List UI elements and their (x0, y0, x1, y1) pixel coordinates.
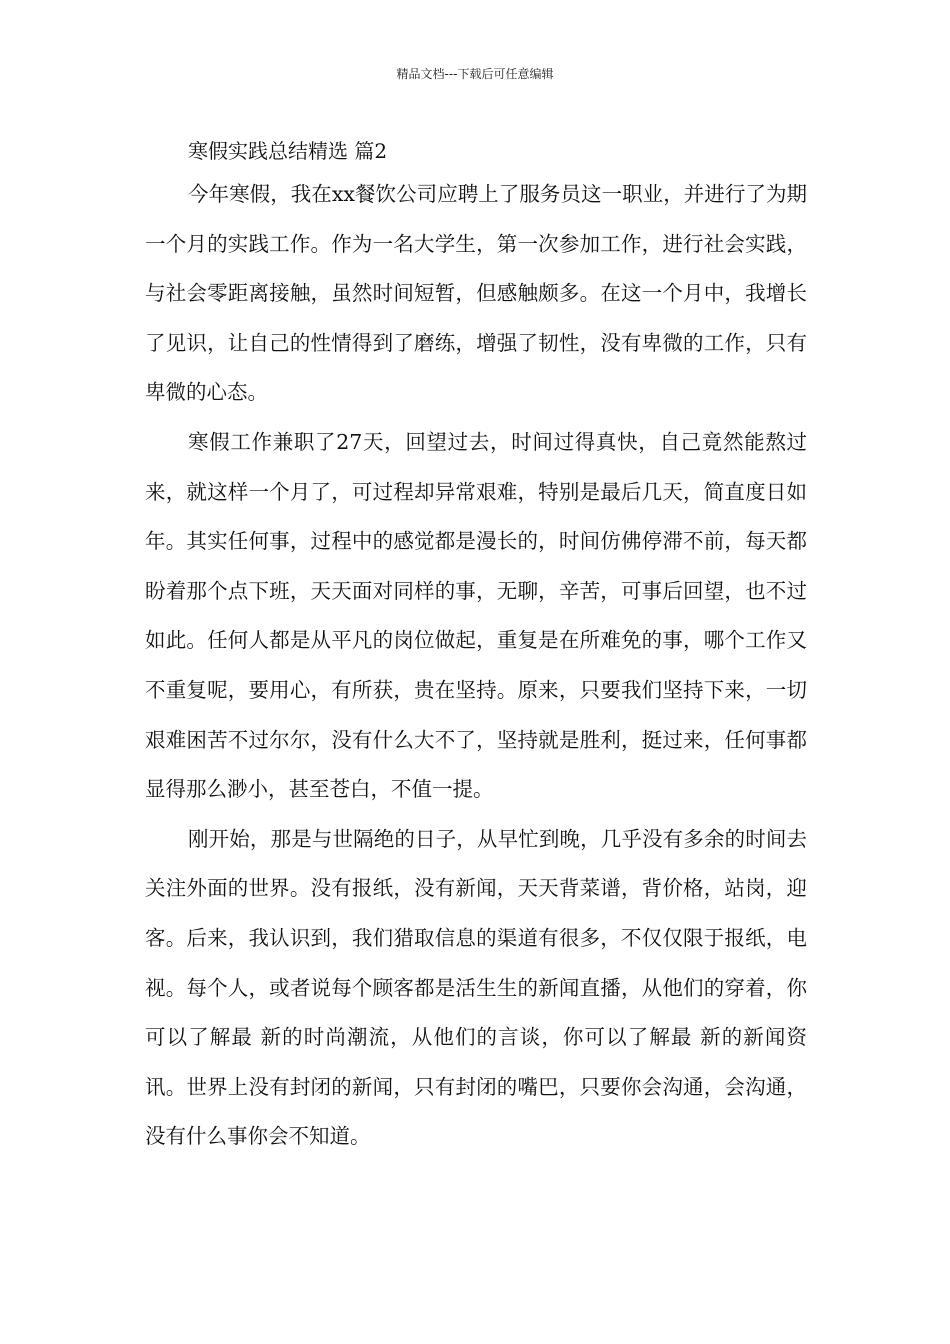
paragraph-3: 刚开始，那是与世隔绝的日子，从早忙到晚，几乎没有多余的时间去关注外面的世界。没有报纸，没有新闻，天天背菜谱，背价格，站岗，迎客。后来，我认识到，我们猎取信息的渠道有很多，不仅仅限于报纸，电视。每个人，或者说每个顾客都是活生生的新闻直播，从他们的穿着，你可以了解最 新的时尚潮流，从他们的言谈，你可以了解最 新的新闻资讯。世界上没有封闭的新闻，只有封闭的嘴巴，只要你会沟通，会沟通，没有什么事你会不知道。 (145, 826, 807, 1149)
document-title: 寒假实践总结精选 篇2 (188, 139, 388, 163)
page-header: 精品文档---下载后可任意编辑 (396, 67, 554, 81)
document-body (145, 133, 807, 1162)
paragraph-2: 寒假工作兼职了27天，回望过去，时间过得真快，自己竟然能熬过来，就这样一个月了，可过程却异常艰难，特别是最后几天，简直度日如年。其实任何事，过程中的感觉都是漫长的，时间仿佛停滞不前，每天都盼着那个点下班，天天面对同样的事，无聊，辛苦，可事后回望，也不过如此。任何人都是从平凡的岗位做起，重复是在所难免的事，哪个工作又不重复呢，要用心，有所获，贵在坚持。原来，只要我们坚持下来，一切艰难困苦不过尔尔，没有什么大不了，坚持就是胜利，挺过来，任何事都显得那么渺小，甚至苍白，不值一提。 (145, 429, 807, 802)
paragraph-1: 今年寒假，我在xx餐饮公司应聘上了服务员这一职业，并进行了为期一个月的实践工作。作为一名大学生，第一次参加工作，进行社会实践，与社会零距离接触，虽然时间短暂，但感触颇多。在这一个月中，我增长了见识，让自己的性情得到了磨练，增强了韧性，没有卑微的工作，只有卑微的心态。 (145, 182, 807, 405)
